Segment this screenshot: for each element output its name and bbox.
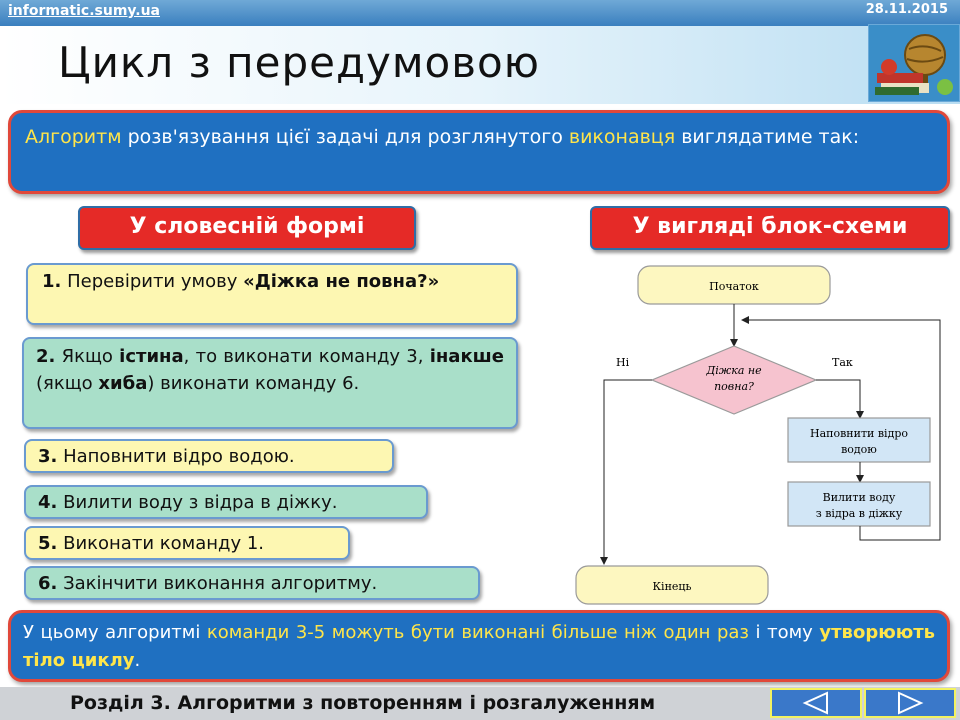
step-4 — [24, 485, 428, 519]
triangle-right-icon — [866, 690, 954, 716]
flowchart-no-label: Ні — [616, 356, 630, 369]
verbal-form-header: У словесній формі — [78, 206, 416, 250]
step-6 — [24, 566, 480, 600]
step-2-text-a: Якщо — [55, 346, 120, 367]
step-5-number: 5. — [38, 533, 58, 554]
conclusion-text-2: і тому — [749, 622, 820, 643]
intro-executor: виконавця — [568, 126, 676, 148]
flowchart — [560, 258, 950, 610]
flowchart-condition-line-2: повна? — [714, 380, 754, 393]
step-5 — [24, 526, 350, 560]
conclusion-commands: команди 3-5 можуть бути виконані більше ніж один раз — [206, 622, 750, 643]
date-label: 28.11.2015 — [865, 2, 948, 17]
flowchart-condition-line-1: Діжка не — [706, 364, 762, 377]
step-1-number: 1. — [42, 271, 62, 292]
step-2-text-c: , то виконати команду 3, — [183, 346, 430, 367]
flowchart-action-2-line-2: з відра в діжку — [815, 507, 903, 520]
step-2-else: інакше — [429, 346, 504, 367]
flowchart-action-1-line-1: Наповнити відро — [809, 427, 909, 440]
site-link[interactable]: informatic.sumy.ua — [8, 3, 160, 19]
step-1-condition: «Діжка не повна?» — [243, 271, 440, 292]
triangle-left-icon — [772, 690, 860, 716]
flowchart-end-label: Кінець — [652, 580, 692, 593]
intro-text-2: виглядатиме так: — [675, 126, 860, 148]
step-5-text: Виконати команду 1. — [57, 533, 264, 554]
flowchart-action-2-line-1: Вилити воду — [822, 491, 896, 504]
step-2-false: хиба — [98, 373, 148, 394]
footer-section-title: Розділ 3. Алгоритми з повторенням і розгалуженням — [70, 692, 656, 714]
step-1 — [26, 263, 518, 325]
conclusion-text-1: У цьому алгоритмі — [23, 622, 207, 643]
page-title: Цикл з передумовою — [58, 38, 541, 87]
step-2-number: 2. — [36, 346, 56, 367]
flowchart-action-1-line-2: водою — [841, 443, 877, 456]
step-1-text: Перевірити умову — [61, 271, 244, 292]
step-6-number: 6. — [38, 573, 58, 594]
step-4-number: 4. — [38, 492, 58, 513]
conclusion-loop-body: утворюють тіло циклу — [23, 622, 936, 671]
conclusion-callout — [8, 610, 950, 682]
intro-callout — [8, 110, 950, 194]
intro-algorithm: Алгоритм — [25, 126, 122, 148]
step-6-text: Закінчити виконання алгоритму. — [57, 573, 378, 594]
conclusion-period: . — [134, 650, 141, 671]
step-2-true: істина — [119, 346, 184, 367]
flowchart-start-label: Початок — [709, 280, 759, 293]
step-2-text-e: (якщо — [36, 373, 99, 394]
next-slide-button[interactable] — [864, 688, 956, 718]
prev-slide-button[interactable] — [770, 688, 862, 718]
step-3-number: 3. — [38, 446, 58, 467]
step-2-text-g: ) виконати команду 6. — [147, 373, 360, 394]
step-2 — [22, 337, 518, 429]
intro-text-1: розв'язування цієї задачі для розглянутого — [121, 126, 569, 148]
step-4-text: Вилити воду з відра в діжку. — [57, 492, 338, 513]
flowchart-yes-label: Так — [832, 356, 853, 369]
flowchart-header: У вигляді блок-схеми — [590, 206, 950, 250]
step-3-text: Наповнити відро водою. — [57, 446, 295, 467]
step-3 — [24, 439, 394, 473]
logo-globe-books-icon — [868, 24, 960, 102]
